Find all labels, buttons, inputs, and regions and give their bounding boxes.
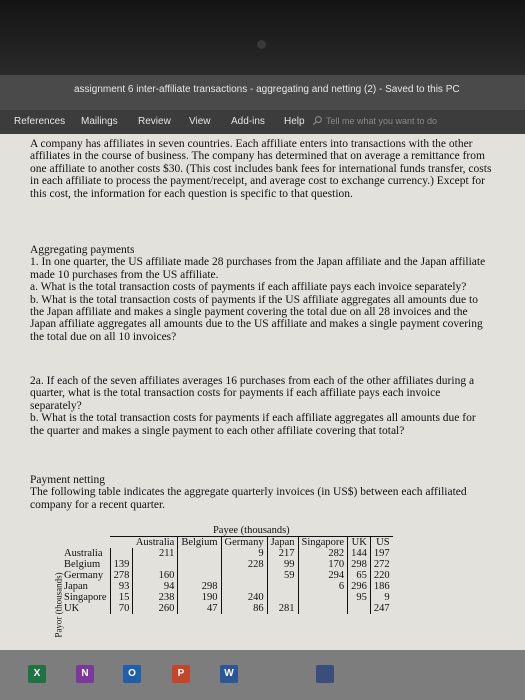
table-cell: 9 xyxy=(221,548,267,559)
table-cell: 47 xyxy=(178,603,221,614)
table-cell xyxy=(267,581,298,592)
app-icon[interactable] xyxy=(316,665,334,683)
invoice-table xyxy=(30,525,492,645)
table-cell: 217 xyxy=(267,548,298,559)
lightbulb-search-icon xyxy=(312,115,323,126)
netting-section xyxy=(30,474,492,511)
table-cell: 160 xyxy=(133,570,178,581)
table-cell: 99 xyxy=(267,559,298,570)
table-row xyxy=(58,559,393,570)
table-cell: 238 xyxy=(133,592,178,603)
table-cell: 190 xyxy=(178,592,221,603)
table-cell: 15 xyxy=(110,592,133,603)
row-label: Germany xyxy=(58,570,110,581)
netting-heading: Payment netting xyxy=(30,474,106,486)
table-cell xyxy=(221,570,267,581)
question-2-section xyxy=(30,375,492,437)
col-germany: Germany xyxy=(221,537,267,549)
row-label: Australia xyxy=(58,548,110,559)
table-row xyxy=(58,581,393,592)
table-cell: 65 xyxy=(348,570,371,581)
table-cell: 247 xyxy=(373,603,390,614)
table-cell: 93 xyxy=(110,581,133,592)
table-cell: 70 xyxy=(110,603,133,614)
outlook-icon[interactable]: O xyxy=(123,665,141,683)
table-cell: 278 xyxy=(110,570,133,581)
table-cell: 282 xyxy=(298,548,348,559)
table-row xyxy=(58,548,393,559)
table-cell: 260 xyxy=(133,603,178,614)
table-row xyxy=(58,570,393,581)
table-cell xyxy=(298,603,348,614)
tab-references[interactable]: References xyxy=(14,116,66,127)
tab-help[interactable]: Help xyxy=(284,116,305,127)
table-cell: 298 xyxy=(178,581,221,592)
invoice-grid xyxy=(58,525,393,614)
tab-review[interactable]: Review xyxy=(138,116,171,127)
intro-text: A company has affiliates in seven countries. Each affiliate enters into transactions with the other affiliates in the course of business. The company has determined that on average a remittance from one affiliate to another costs $30. (This cost includes bank fees for international funds transfer, costs in each affiliate to process the payment/receipt, and average cost to exchange currency.) Except for this cost, the information for each question is specific to that question. xyxy=(30,138,492,200)
monitor-bezel xyxy=(0,0,525,75)
table-cell: 220 xyxy=(373,570,390,581)
col-uk: UK xyxy=(348,537,371,549)
table-cell: 296 xyxy=(348,581,371,592)
payor-axis-label: Payor (thousands) xyxy=(53,572,64,638)
table-cell: 59 xyxy=(267,570,298,581)
col-japan: Japan xyxy=(267,537,298,549)
table-cell: 197 xyxy=(373,548,390,559)
table-cell: 144 xyxy=(348,548,371,559)
table-cell xyxy=(178,570,221,581)
netting-text: The following table indicates the aggregate quarterly invoices (in US$) between each affiliated company for a recent quarter. xyxy=(30,486,467,511)
tell-me-box[interactable]: Tell me what you want to do xyxy=(326,116,438,126)
aggregating-heading: Aggregating payments xyxy=(30,244,135,256)
table-cell xyxy=(348,603,371,614)
table-cell: 86 xyxy=(221,603,267,614)
col-singapore: Singapore xyxy=(298,537,348,549)
table-cell: 95 xyxy=(348,592,371,603)
table-cell: 186 xyxy=(373,581,390,592)
table-row xyxy=(58,592,393,603)
tab-mailings[interactable]: Mailings xyxy=(81,116,118,127)
table-cell xyxy=(221,581,267,592)
table-row xyxy=(58,603,393,614)
payee-header-row xyxy=(58,525,393,537)
question-2a: 2a. If each of the seven affiliates averages 16 purchases from each of the other affiliates during a quarter, what is the total transaction costs for payments if each affiliate pays each invoice separately? xyxy=(30,375,475,412)
table-cell: 6 xyxy=(298,581,348,592)
table-cell xyxy=(298,592,348,603)
question-2b: b. What is the total transaction costs for payments if each affiliate aggregates all amounts due for the quarter and makes a single payment to each other affiliate covering that total? xyxy=(30,412,476,437)
row-label: UK xyxy=(58,603,110,614)
table-cell: 240 xyxy=(221,592,267,603)
question-1b: b. What is the total transaction costs of payments if the US affiliate aggregates all amounts due to the Japan affiliate and makes a single payment covering the total due on all 28 invoices and the Japan affiliate aggregates all amounts due to the US affiliate and makes a single payment covering the total due on all 10 invoices? xyxy=(30,293,483,343)
question-1a: a. What is the total transaction costs of payments if each affiliate pays each invoice separately? xyxy=(30,281,467,294)
excel-icon[interactable]: X xyxy=(28,665,46,683)
table-cell: 294 xyxy=(298,570,348,581)
table-cell: 94 xyxy=(133,581,178,592)
row-label: Singapore xyxy=(58,592,110,603)
payee-header: Payee (thousands) xyxy=(110,525,393,537)
intro-paragraph xyxy=(30,138,492,200)
onenote-icon[interactable]: N xyxy=(76,665,94,683)
table-cell: 211 xyxy=(133,548,178,559)
table-cell: 9 xyxy=(384,592,390,603)
row-label: Belgium xyxy=(58,559,110,570)
table-cell: 281 xyxy=(267,603,298,614)
table-cell: 228 xyxy=(221,559,267,570)
table-cell: 139 xyxy=(110,559,133,570)
table-cell: 170 xyxy=(298,559,348,570)
table-cell xyxy=(267,592,298,603)
tab-view[interactable]: View xyxy=(189,116,211,127)
row-label: Japan xyxy=(58,581,110,592)
col-australia: Australia xyxy=(133,537,178,549)
column-header-row xyxy=(58,537,393,549)
word-icon[interactable]: W xyxy=(220,665,238,683)
col-belgium: Belgium xyxy=(178,537,221,549)
col-us: US xyxy=(376,537,390,548)
question-1: 1. In one quarter, the US affiliate made 28 purchases from the Japan affiliate and the Japan affiliate made 10 purchases from the US affiliate. xyxy=(30,256,486,281)
table-cell xyxy=(178,559,221,570)
powerpoint-icon[interactable]: P xyxy=(172,665,190,683)
document-title: assignment 6 inter-affiliate transactions - aggregating and netting (2) - Saved to this PC xyxy=(74,84,460,95)
table-cell xyxy=(110,548,133,559)
aggregating-section xyxy=(30,244,492,343)
table-cell: 298 xyxy=(348,559,371,570)
tab-add-ins[interactable]: Add-ins xyxy=(231,116,265,127)
table-cell: 272 xyxy=(373,559,390,570)
table-cell xyxy=(178,548,221,559)
camera-dot xyxy=(257,40,266,49)
table-cell xyxy=(133,559,178,570)
